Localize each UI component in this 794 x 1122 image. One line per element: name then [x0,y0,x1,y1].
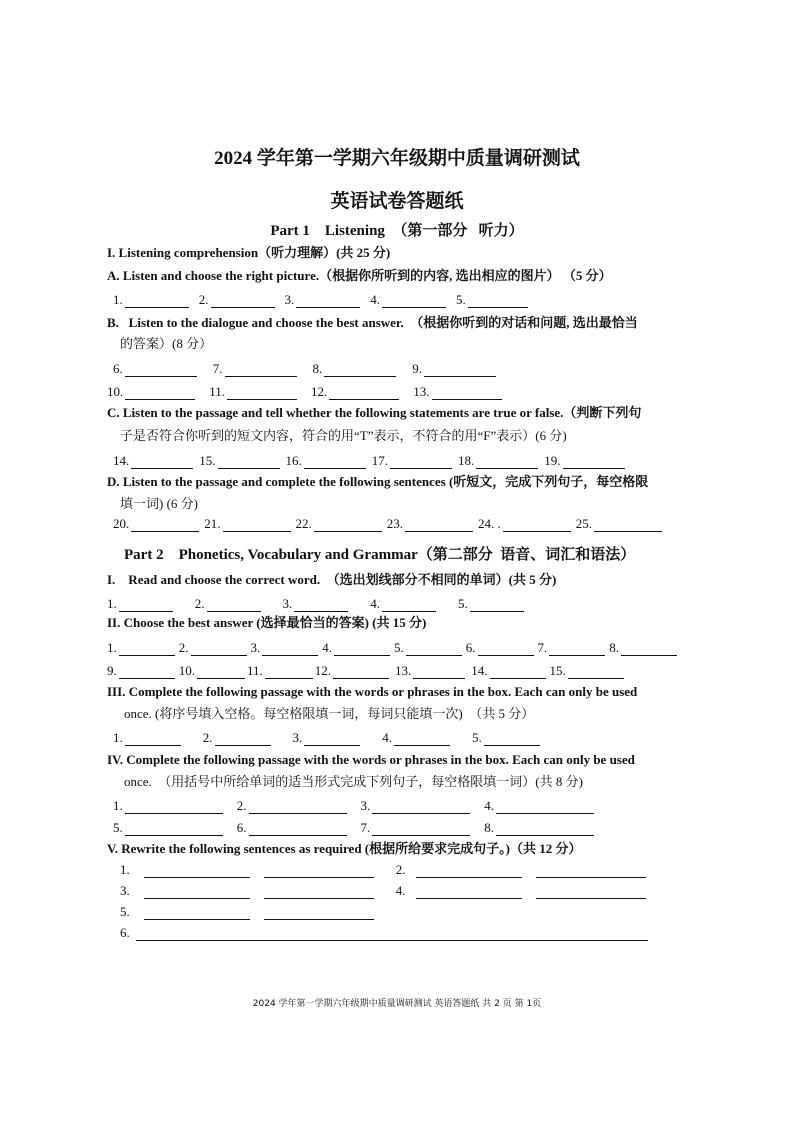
answer-number: 17. [371,453,388,468]
answer-row-II-1 [107,640,687,656]
answer-number: 5. [458,596,468,611]
answer-number: 3. [250,640,261,655]
section-D-instruction: D. Listen to the passage and complete the following sentences (听短文，完成下列句子，每空格限 [107,474,649,489]
answer-blank[interactable] [372,800,470,814]
answer-number: 5. [394,640,404,655]
answer-number: 8. [484,820,494,835]
answer-number: 23. [386,516,403,531]
section-III-instruction: III. Complete the following passage with the words or phrases in the box. Each can only be used [107,684,638,699]
answer-row-V-2 [120,883,656,899]
answer-blank[interactable] [490,665,546,679]
answer-number: 7. [537,640,548,655]
answer-number: 10. [107,384,124,399]
answer-blank[interactable] [119,598,173,612]
answer-blank[interactable] [225,363,297,377]
answer-blank[interactable] [382,294,446,308]
answer-number: 7. [360,820,371,835]
answer-blank[interactable] [484,732,540,746]
answer-number: 6. [236,820,247,835]
answer-number: 1. [107,596,117,611]
answer-number: 11. [209,384,226,399]
answer-blank[interactable] [265,665,313,679]
section-C-instruction-cont: 子是否符合你听到的短文内容，符合的用“T”表示，不符合的用“F”表示）(6 分) [120,428,567,443]
answer-number: 9. [412,361,422,376]
page-title: 2024 学年第一学期六年级期中质量调研测试 [214,148,580,169]
answer-number: 2. [236,798,247,813]
answer-number: 4. [382,730,392,745]
answer-number: 13. [395,663,412,678]
answer-blank[interactable] [125,294,189,308]
section-A-instruction: A. Listen and choose the right picture.（根据你所听到的内容, 选出相应的图片） （5 分） [107,268,612,283]
answer-blank[interactable] [131,455,193,469]
answer-blank[interactable] [594,518,662,532]
answer-number: 4. [395,883,406,898]
answer-blank[interactable] [503,518,571,532]
answer-blank[interactable] [382,598,436,612]
answer-row-V-4 [120,925,658,941]
answer-number: 5. [120,904,130,919]
answer-blank[interactable] [329,386,399,400]
answer-blank[interactable] [314,518,382,532]
answer-blank[interactable] [416,864,522,878]
answer-blank[interactable] [324,363,396,377]
section-C-instruction: C. Listen to the passage and tell whether the following statements are true or false.（判断下列句 [107,405,642,420]
answer-number: 14. [471,663,488,678]
answer-blank[interactable] [413,665,465,679]
answer-blank[interactable] [119,642,175,656]
answer-blank[interactable] [536,885,646,899]
answer-number: 12. [311,384,328,399]
answer-blank[interactable] [191,642,247,656]
section-IV-instruction-cont: once. （用括号中所给单词的适当形式完成下列句子，每空格限填一词）(共 8 分) [124,774,583,789]
answer-number: 4. [370,292,380,307]
answer-number: 4. [370,596,380,611]
answer-number: 8. [312,361,323,376]
answer-blank[interactable] [333,665,389,679]
answer-blank[interactable] [568,665,624,679]
answer-row-A [113,292,538,308]
answer-number: 3. [292,730,303,745]
answer-blank[interactable] [227,386,297,400]
answer-blank[interactable] [394,732,450,746]
answer-number: 13. [413,384,430,399]
section-listening: I. Listening comprehension（听力理解）(共 25 分) [107,245,391,260]
answer-blank[interactable] [372,822,470,836]
answer-number: 2. [395,862,406,877]
answer-number: 1. [113,730,123,745]
answer-blank[interactable] [470,598,524,612]
answer-number: 12. [314,663,332,678]
answer-blank[interactable] [304,455,366,469]
answer-blank[interactable] [406,642,462,656]
answer-row-I [107,596,534,612]
answer-number: 4. [484,798,494,813]
section-V-instruction: V. Rewrite the following sentences as required (根据所给要求完成句子。)（共 12 分） [107,841,582,856]
section-I-instruction: I. Read and choose the correct word. （选出划线部分不相同的单词）(共 5 分) [107,572,557,587]
answer-blank[interactable] [496,822,594,836]
answer-number: 2. [202,730,213,745]
answer-blank[interactable] [125,732,181,746]
answer-blank[interactable] [218,455,280,469]
answer-number: 3. [120,883,130,898]
answer-number: 2. [198,292,209,307]
answer-number: 5. [472,730,482,745]
answer-blank[interactable] [536,864,646,878]
answer-number: 3. [282,596,293,611]
answer-row-B2 [107,384,512,400]
answer-number: 20. [113,516,130,531]
answer-blank[interactable] [563,455,625,469]
answer-blank[interactable] [476,455,538,469]
answer-row-II-2 [107,663,634,679]
page-subtitle: 英语试卷答题纸 [330,191,464,212]
answer-blank[interactable] [496,800,594,814]
answer-blank[interactable] [125,800,223,814]
answer-row-III [113,730,550,746]
page-footer: 2024 学年第一学期六年级期中质量调研测试 英语答题纸 共 2 页 第 1页 [252,999,542,1009]
answer-blank[interactable] [264,906,374,920]
answer-blank[interactable] [249,800,347,814]
answer-number: 1. [107,640,117,655]
answer-number: 6. [113,361,123,376]
section-D-instruction-cont: 填一词) (6 分) [120,496,198,511]
answer-number: 22. [295,516,312,531]
answer-number: 14. [113,453,130,468]
answer-number: 2. [178,640,189,655]
section-II-instruction: II. Choose the best answer (选择最恰当的答案) (共 15 分) [107,615,427,630]
answer-number: 3. [360,798,371,813]
answer-blank[interactable] [549,642,605,656]
answer-number: 19. [544,453,561,468]
answer-blank[interactable] [264,885,374,899]
answer-row-IV-1 [113,798,604,814]
answer-number: 11. [247,663,263,678]
answer-blank[interactable] [304,732,360,746]
answer-number: 25. [575,516,592,531]
answer-blank[interactable] [424,363,496,377]
answer-number: 5. [456,292,466,307]
answer-blank[interactable] [478,642,534,656]
answer-blank[interactable] [144,864,250,878]
answer-blank[interactable] [294,598,348,612]
part2-heading: Part 2 Phonetics, Vocabulary and Grammar（第二部分 语音、词汇和语法） [124,547,636,563]
answer-blank[interactable] [264,864,374,878]
answer-blank[interactable] [125,822,223,836]
answer-number: 10. [178,663,195,678]
answer-blank[interactable] [416,885,522,899]
answer-number: 3. [284,292,295,307]
answer-row-V-1 [120,862,656,878]
answer-blank[interactable] [249,822,347,836]
answer-blank[interactable] [621,642,677,656]
answer-blank[interactable] [197,665,245,679]
answer-row-IV-2 [113,820,604,836]
answer-number: 18. [458,453,475,468]
answer-blank[interactable] [468,294,528,308]
answer-row-B1 [113,361,506,377]
answer-blank[interactable] [119,665,175,679]
answer-number: 1. [113,292,123,307]
part1-heading: Part 1 Listening （第一部分 听力） [270,223,524,239]
answer-blank[interactable] [131,518,199,532]
section-IV-instruction: IV. Complete the following passage with the words or phrases in the box. Each can only be used [107,752,635,767]
answer-blank[interactable] [144,885,250,899]
section-III-instruction-cont: once. (将序号填入空格。每空格限填一词，每词只能填一次) （共 5 分） [124,706,535,721]
answer-blank[interactable] [125,386,195,400]
answer-number: 6. [465,640,476,655]
answer-blank[interactable] [296,294,360,308]
answer-blank[interactable] [390,455,452,469]
answer-row-V-3 [120,904,384,920]
answer-blank[interactable] [262,642,318,656]
answer-blank[interactable] [432,386,502,400]
answer-blank[interactable] [405,518,473,532]
answer-row-C [113,453,635,469]
answer-blank[interactable] [144,906,250,920]
answer-blank[interactable] [136,927,648,941]
answer-number: 24. . [478,516,501,531]
section-B-instruction-cont: 的答案）(8 分） [120,336,213,351]
answer-number: 7. [212,361,223,376]
answer-number: 2. [194,596,205,611]
answer-blank[interactable] [215,732,271,746]
answer-row-D [113,516,672,532]
answer-blank[interactable] [223,518,291,532]
answer-number: 5. [113,820,123,835]
answer-number: 9. [107,663,117,678]
answer-number: 1. [120,862,130,877]
answer-blank[interactable] [334,642,390,656]
section-B-instruction: B. Listen to the dialogue and choose the best answer. （根据你听到的对话和问题, 选出最恰当 [107,315,638,330]
answer-number: 16. [285,453,302,468]
answer-number: 4. [322,640,332,655]
answer-number: 8. [609,640,619,655]
answer-blank[interactable] [207,598,261,612]
answer-number: 1. [113,798,123,813]
answer-number: 15. [549,663,566,678]
answer-number: 15. [199,453,216,468]
answer-blank[interactable] [211,294,275,308]
answer-blank[interactable] [125,363,197,377]
answer-number: 21. [204,516,221,531]
answer-number: 6. [120,925,130,940]
